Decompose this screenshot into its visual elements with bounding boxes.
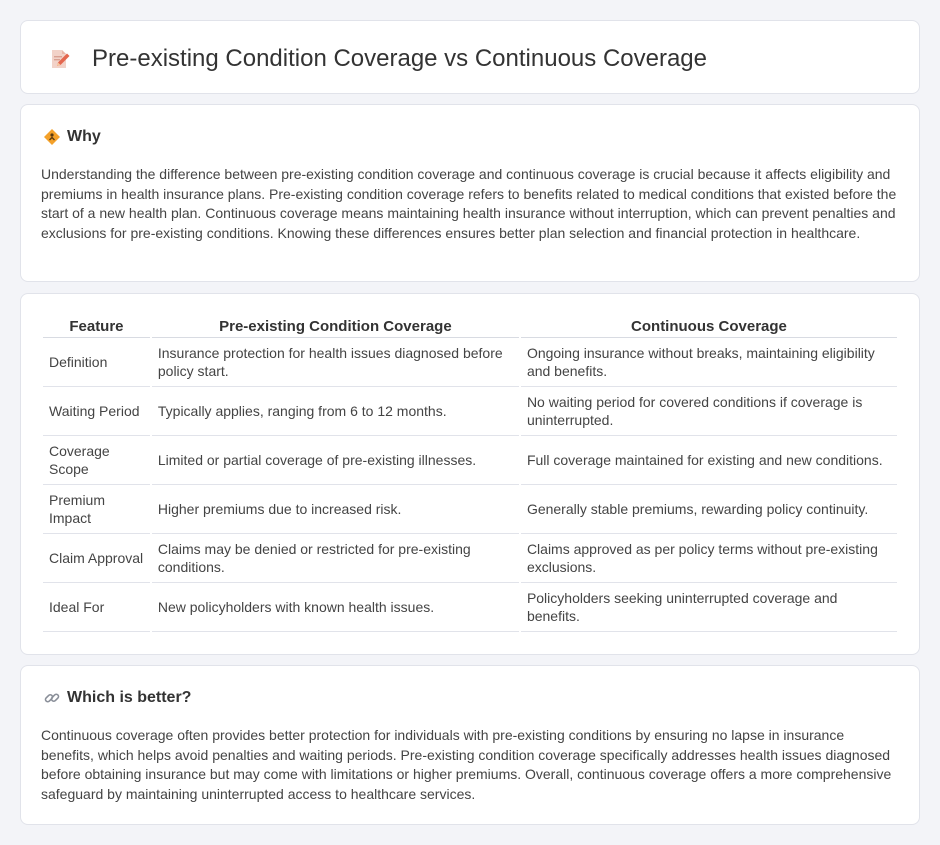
feature-cell: Premium Impact: [43, 485, 150, 534]
title-card: [20, 20, 920, 94]
comparison-table: [41, 316, 899, 632]
why-heading: Why: [67, 128, 101, 145]
why-text: Understanding the difference between pre-existing condition coverage and continuous coverage is crucial because it affects eligibility and premiums in health insurance plans. Pre-existing condition coverage refers to benefits related to medical conditions that existed before the start of a new health plan. Continuous coverage means maintaining health insurance without interruption, which can prevent penalties and exclusions for pre-existing conditions. Knowing these differences ensures better plan selection and financial protection in healthcare.: [41, 166, 897, 241]
table-row: [43, 338, 897, 387]
table-row: [43, 583, 897, 632]
table-row: [43, 485, 897, 534]
continuous-cell: Policyholders seeking uninterrupted coverage and benefits.: [521, 583, 897, 632]
continuous-cell: Generally stable premiums, rewarding policy continuity.: [521, 485, 897, 534]
continuous-cell: Full coverage maintained for existing and new conditions.: [521, 436, 897, 485]
diamond-sign-icon: [43, 128, 61, 146]
feature-cell: Claim Approval: [43, 534, 150, 583]
preexisting-cell: Claims may be denied or restricted for pre-existing conditions.: [152, 534, 519, 583]
preexisting-cell: New policyholders with known health issues.: [152, 583, 519, 632]
table-row: [43, 387, 897, 436]
feature-cell: Coverage Scope: [43, 436, 150, 485]
header-feature: Feature: [43, 316, 150, 338]
page-title: Pre-existing Condition Coverage vs Continuous Coverage: [92, 45, 707, 72]
which-better-section: [20, 665, 920, 825]
header-continuous: Continuous Coverage: [521, 316, 897, 338]
preexisting-cell: Insurance protection for health issues diagnosed before policy start.: [152, 338, 519, 387]
feature-cell: Waiting Period: [43, 387, 150, 436]
continuous-cell: No waiting period for covered conditions if coverage is uninterrupted.: [521, 387, 897, 436]
preexisting-cell: Limited or partial coverage of pre-existing illnesses.: [152, 436, 519, 485]
feature-cell: Ideal For: [43, 583, 150, 632]
continuous-cell: Claims approved as per policy terms without pre-existing exclusions.: [521, 534, 897, 583]
preexisting-cell: Typically applies, ranging from 6 to 12 months.: [152, 387, 519, 436]
link-icon: [43, 689, 61, 707]
table-row: [43, 436, 897, 485]
table-header-row: [43, 316, 897, 338]
header-preexisting: Pre-existing Condition Coverage: [152, 316, 519, 338]
feature-cell: Definition: [43, 338, 150, 387]
why-header: [43, 127, 101, 147]
continuous-cell: Ongoing insurance without breaks, maintaining eligibility and benefits.: [521, 338, 897, 387]
preexisting-cell: Higher premiums due to increased risk.: [152, 485, 519, 534]
better-heading: Which is better?: [67, 689, 192, 706]
why-section: [20, 104, 920, 282]
document-pencil-icon: [48, 47, 72, 71]
comparison-section: [20, 293, 920, 655]
table-row: [43, 534, 897, 583]
better-text: Continuous coverage often provides better protection for individuals with pre-existing conditions by ensuring no lapse in insurance benefits, which helps avoid penalties and waiting periods. Pre-existing condition coverage specifically addresses health issues diagnosed before obtaining insurance but may come with limitations or higher premiums. Overall, continuous coverage offers a more comprehensive safeguard by maintaining uninterrupted access to healthcare services.: [41, 727, 892, 802]
better-header: [43, 688, 191, 708]
